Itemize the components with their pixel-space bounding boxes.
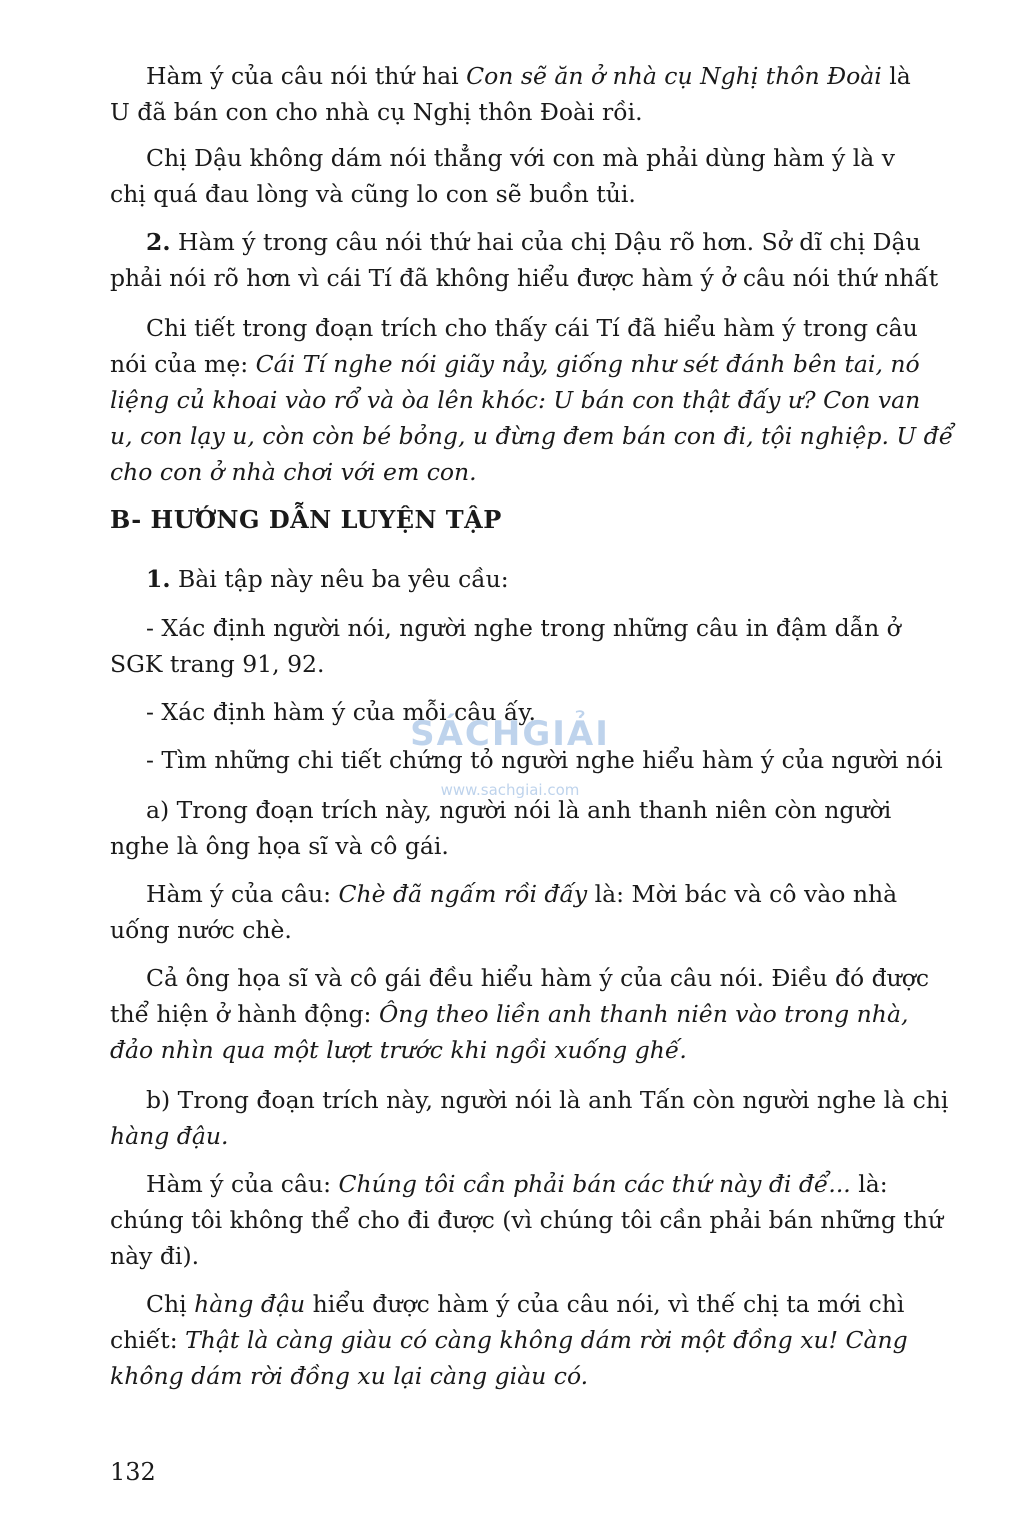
text-line — [110, 960, 1024, 996]
text-line — [110, 260, 1024, 296]
text-run: - Tìm những chi tiết chứng tỏ người nghe hiểu hàm ý của người nói — [146, 746, 943, 774]
watermark-logo: SÁCHGIẢI — [410, 714, 610, 754]
text-line — [110, 310, 1024, 346]
italic-text: Chúng tôi cần phải bán các thứ này đi để... — [338, 1170, 851, 1198]
text-line — [110, 1118, 1024, 1154]
italic-text: đảo nhìn qua một lượt trước khi ngồi xuống ghế. — [110, 1036, 687, 1064]
text-line — [110, 224, 1024, 260]
page-number: 132 — [110, 1458, 156, 1486]
italic-text: Thật là càng giàu có càng không dám rời một đồng xu! Càng — [185, 1326, 908, 1354]
text-run: Bài tập này nêu ba yêu cầu: — [170, 565, 509, 593]
text-run: nghe là ông họa sĩ và cô gái. — [110, 832, 449, 860]
paragraph-5 — [110, 561, 1024, 597]
italic-text: Chè đã ngấm rồi đấy — [338, 880, 588, 908]
text-line — [110, 454, 1024, 490]
paragraph-4 — [110, 310, 1024, 490]
text-line — [110, 1322, 1024, 1358]
text-run: thể hiện ở hành động: — [110, 1000, 379, 1028]
text-line — [110, 646, 1024, 682]
bold-number: 2. — [146, 228, 171, 256]
text-run: Chi tiết trong đoạn trích cho thấy cái Tí đã hiểu hàm ý trong câu — [146, 314, 918, 342]
text-run: SGK trang 91, 92. — [110, 650, 325, 678]
italic-text: không dám rời đồng xu lại càng giàu có. — [110, 1362, 589, 1390]
italic-text: u, con lạy u, còn còn bé bỏng, u đừng đem bán con đi, tội nghiệp. U để — [110, 422, 954, 450]
text-run: Cả ông họa sĩ và cô gái đều hiểu hàm ý của câu nói. Điều đó được — [146, 964, 930, 992]
text-line — [110, 912, 1024, 948]
italic-text: Con sẽ ăn ở nhà cụ Nghị thôn Đoài — [466, 62, 882, 90]
text-run: Hàm ý của câu: — [146, 880, 339, 908]
text-line — [110, 176, 1024, 212]
text-line — [110, 94, 1024, 130]
italic-text: Ông theo liền anh thanh niên vào trong nhà, — [378, 1000, 909, 1028]
text-run: uống nước chè. — [110, 916, 292, 944]
text-run: b) Trong đoạn trích này, người nói là anh Tấn còn người nghe là chị — [146, 1086, 949, 1114]
text-line — [110, 876, 1024, 912]
text-line — [110, 610, 1024, 646]
text-line — [110, 1032, 1024, 1068]
italic-text: cho con ở nhà chơi với em con. — [110, 458, 477, 486]
text-line — [110, 1166, 1024, 1202]
text-line — [110, 1202, 1024, 1238]
text-run: là: — [850, 1170, 888, 1198]
watermark-url: www.sachgiai.com — [440, 781, 580, 799]
text-line — [110, 1238, 1024, 1274]
paragraph-10 — [110, 876, 1024, 948]
text-run: Hàm ý của câu nói thứ hai — [146, 62, 467, 90]
watermark — [410, 714, 610, 799]
text-run: chiết: — [110, 1326, 186, 1354]
text-run: - Xác định người nói, người nghe trong những câu in đậm dẫn ở — [146, 614, 901, 642]
text-line — [110, 58, 1024, 94]
text-line — [110, 346, 1024, 382]
section-heading: B- HƯỚNG DẪN LUYỆN TẬP — [110, 505, 502, 534]
text-line — [110, 1358, 1024, 1394]
paragraph-13 — [110, 1166, 1024, 1274]
paragraph-6 — [110, 610, 1024, 682]
italic-text: liệng củ khoai vào rổ và òa lên khóc: U bán con thật đấy ư? Con van — [110, 386, 921, 414]
text-line — [110, 996, 1024, 1032]
text-line — [110, 382, 1024, 418]
text-run: Hàm ý của câu: — [146, 1170, 339, 1198]
text-run: a) Trong đoạn trích này, người nói là anh thanh niên còn người — [146, 796, 892, 824]
paragraph-14 — [110, 1286, 1024, 1394]
paragraph-11 — [110, 960, 1024, 1068]
text-run: phải nói rõ hơn vì cái Tí đã không hiểu được hàm ý ở câu nói thứ nhất — [110, 264, 939, 292]
text-run: là: Mời bác và cô vào nhà — [587, 880, 898, 908]
text-run: Chị Dậu không dám nói thẳng với con mà phải dùng hàm ý là v — [146, 144, 896, 172]
text-line — [110, 561, 1024, 597]
text-line — [110, 140, 1024, 176]
text-run: - Xác định hàm ý của mỗi câu ấy. — [146, 698, 536, 726]
text-run: Chị — [146, 1290, 195, 1318]
text-run: nói của mẹ: — [110, 350, 256, 378]
paragraph-12 — [110, 1082, 1024, 1154]
bold-number: 1. — [146, 565, 171, 593]
text-run: này đi). — [110, 1242, 200, 1270]
paragraph-3 — [110, 224, 1024, 296]
text-line — [110, 1082, 1024, 1118]
text-run: Hàm ý trong câu nói thứ hai của chị Dậu rõ hơn. Sở dĩ chị Dậu — [170, 228, 921, 256]
text-run: hiểu được hàm ý của câu nói, vì thế chị ta mới chì — [305, 1290, 905, 1318]
text-line — [110, 418, 1024, 454]
paragraph-1 — [110, 58, 1024, 130]
text-line — [110, 828, 1024, 864]
text-run: là — [881, 62, 911, 90]
italic-text: Cái Tí nghe nói giãy nảy, giống như sét đánh bên tai, nó — [255, 350, 920, 378]
text-line — [110, 1286, 1024, 1322]
paragraph-2 — [110, 140, 1024, 212]
text-run: chúng tôi không thể cho đi được (vì chúng tôi cần phải bán những thứ — [110, 1206, 944, 1234]
italic-text: hàng đậu — [194, 1290, 306, 1318]
italic-text: hàng đậu. — [110, 1122, 229, 1150]
text-run: U đã bán con cho nhà cụ Nghị thôn Đoài rồi. — [110, 98, 643, 126]
paragraph-9 — [110, 792, 1024, 864]
text-run: chị quá đau lòng và cũng lo con sẽ buồn tủi. — [110, 180, 636, 208]
